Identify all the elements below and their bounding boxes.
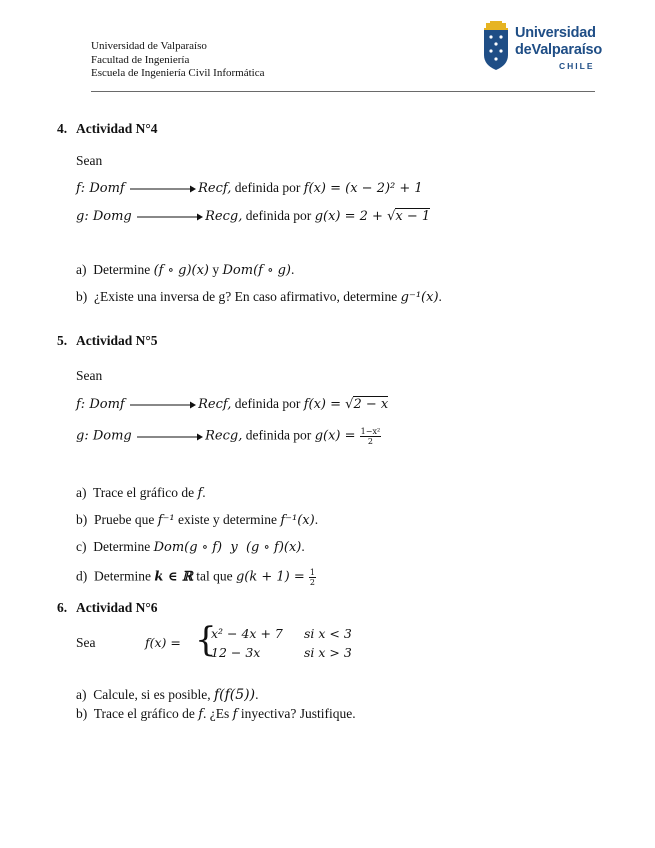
g-range: Recg, — [205, 428, 243, 444]
activity-5-item-a — [76, 485, 206, 501]
activity-5-number: 5. — [57, 333, 68, 348]
g-radicand: x − 1 — [395, 209, 431, 224]
fraction-denominator: 2 — [367, 437, 373, 446]
activity-5-item-d — [76, 568, 316, 587]
item-text: Calcule, si es posible, — [93, 687, 214, 702]
item-math: g⁻¹(x) — [400, 290, 439, 305]
activity-4-item-a — [76, 262, 294, 278]
activity-5-item-b — [76, 512, 318, 528]
item-end: . — [314, 512, 319, 527]
item-math: k ∈ ℝ — [154, 569, 193, 585]
school-name: Escuela de Ingeniería Civil Informática — [91, 67, 265, 79]
item-math: f⁻¹(x) — [280, 513, 315, 528]
item-label: a) — [76, 485, 87, 500]
item-label: a) — [76, 262, 87, 277]
d-fraction — [309, 568, 316, 587]
item-label: d) — [76, 568, 88, 584]
g-fraction — [360, 427, 382, 446]
f-range: Recf, — [198, 397, 232, 412]
fraction-numerator: 1 — [309, 568, 316, 577]
activity-4-number: 4. — [57, 121, 68, 136]
activity-6-heading — [57, 600, 158, 616]
case-2-condition: si x > 3 — [304, 645, 352, 660]
item-text: Trace el gráfico de — [93, 706, 199, 721]
sqrt-sign: √ — [345, 397, 354, 412]
piecewise-function — [145, 620, 375, 665]
header-divider — [91, 91, 595, 92]
faculty-name: Facultad de Ingeniería — [91, 53, 190, 66]
activity-5-intro: Sean — [76, 368, 103, 383]
activity-4-g-definition — [76, 208, 430, 224]
item-math: Dom(f ∘ g) — [222, 263, 291, 278]
g-domain: g: Domg — [76, 428, 132, 444]
case-2-expression: 12 − 3x — [211, 645, 261, 660]
g-definition-text: definida por — [242, 427, 315, 443]
activity-5-g-definition — [76, 427, 381, 446]
f-formula-prefix: f(x) = — [303, 397, 346, 412]
right-arrow-icon — [137, 433, 203, 441]
item-text-mid: y — [209, 262, 223, 277]
item-math: f⁻¹ — [157, 513, 175, 528]
item-label: b) — [76, 289, 88, 304]
item-math: f — [232, 707, 238, 722]
activity-5-heading — [57, 333, 158, 349]
item-label: a) — [76, 687, 87, 702]
item-label: c) — [76, 539, 87, 554]
item-text-mid: . ¿Es — [203, 706, 233, 721]
g-definition-text: definida por — [242, 208, 315, 223]
item-text: Trace el gráfico de — [93, 485, 198, 500]
g-domain: g: Domg — [76, 209, 132, 224]
logo-line-1: Universidad — [515, 25, 596, 41]
g-range: Recg, — [205, 209, 243, 224]
item-text: Determine — [93, 262, 154, 277]
university-name: Universidad de Valparaíso — [91, 40, 207, 52]
g-formula-prefix: g(x) = — [314, 428, 360, 444]
g-formula-prefix: g(x) = 2 + — [314, 209, 388, 224]
activity-6-item-a — [76, 687, 258, 703]
university-logo — [482, 17, 603, 75]
fraction-numerator: 1−x² — [360, 427, 381, 436]
activity-6-item-b — [76, 706, 356, 722]
item-math: f — [198, 707, 204, 722]
item-label: b) — [76, 706, 88, 721]
activity-4-heading — [57, 121, 158, 137]
f-domain: f: Domf — [76, 181, 125, 196]
f-domain: f: Domf — [76, 397, 125, 412]
item-end: . — [255, 687, 259, 702]
activity-5-title: Actividad N°5 — [76, 333, 158, 348]
right-arrow-icon — [130, 401, 196, 409]
f-radicand: 2 − x — [353, 397, 389, 412]
item-text-mid: existe y determine — [174, 512, 281, 527]
item-math: g(k + 1) = — [235, 569, 309, 585]
item-math: f(f(5)) — [213, 687, 256, 703]
f-formula: f(x) = (x − 2)² + 1 — [303, 181, 423, 196]
activity-6-number: 6. — [57, 600, 68, 615]
logo-line-2: deValparaíso — [515, 42, 603, 58]
item-math: f — [197, 486, 203, 501]
item-end: inyectiva? Justifique. — [237, 706, 356, 721]
case-1-condition: si x < 3 — [304, 626, 352, 641]
activity-5-item-c — [76, 539, 305, 555]
item-math: Dom(g ∘ f) y (g ∘ f)(x) — [153, 540, 302, 555]
item-end: . — [438, 289, 442, 304]
activity-6-title: Actividad N°6 — [76, 600, 158, 615]
piecewise-lhs: f(x) = — [145, 635, 181, 650]
activity-5-f-definition — [76, 396, 388, 412]
sqrt-sign: √ — [387, 209, 396, 224]
activity-4-title: Actividad N°4 — [76, 121, 158, 136]
activity-4-item-b — [76, 289, 442, 305]
shield-emblem-icon — [482, 21, 510, 71]
item-text: ¿Existe una inversa de g? En caso afirmativo, determine — [94, 289, 401, 304]
case-1-expression: x² − 4x + 7 — [211, 626, 283, 641]
f-definition-text: definida por — [231, 180, 304, 195]
activity-4-f-definition — [76, 180, 423, 196]
left-brace: { — [195, 620, 217, 660]
fraction-denominator: 2 — [309, 578, 316, 587]
f-definition-text: definida por — [231, 396, 304, 411]
item-text-mid: tal que — [192, 568, 236, 584]
item-math: (f ∘ g)(x) — [153, 263, 209, 278]
f-range: Recf, — [198, 181, 232, 196]
item-text: Determine — [94, 568, 155, 584]
document-header — [91, 40, 264, 81]
item-end: . — [291, 262, 295, 277]
activity-4-intro: Sean — [76, 153, 103, 168]
item-label: b) — [76, 512, 88, 527]
item-text: Determine — [93, 539, 154, 554]
activity-6-intro: Sea — [76, 635, 96, 650]
right-arrow-icon — [137, 213, 203, 221]
item-end: . — [202, 485, 206, 500]
right-arrow-icon — [130, 185, 196, 193]
item-text: Pruebe que — [94, 512, 158, 527]
logo-line-3: CHILE — [559, 61, 595, 71]
item-end: . — [301, 539, 305, 554]
